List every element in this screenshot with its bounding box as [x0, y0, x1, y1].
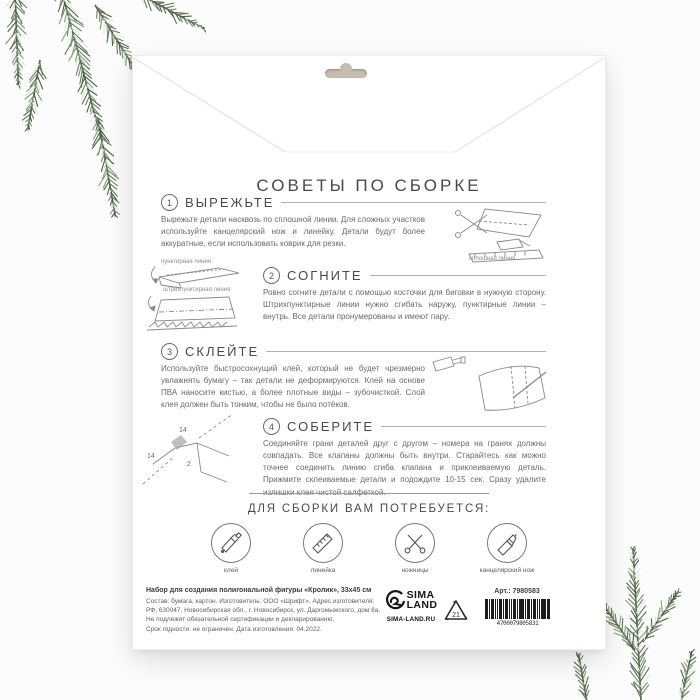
step-1-rule — [281, 202, 546, 203]
tool-label: ножницы — [401, 567, 429, 574]
dotted-line-caption: пунктирная линия — [161, 259, 212, 265]
product-title: Набор для создания полигональной фигуры «Кролик», 33х45 см — [146, 587, 372, 594]
tool-item-glue — [199, 523, 263, 576]
envelope-flap-creases — [133, 56, 605, 166]
step-4-rule — [381, 426, 546, 427]
tool-item-scissors — [383, 523, 447, 576]
barcode-digits: 4700079805831 — [496, 620, 539, 627]
tool-label: линейка — [310, 567, 336, 574]
utility-knife-icon — [487, 523, 527, 563]
step-2-title: СОГНИТЕ — [287, 268, 363, 283]
svg-text:14: 14 — [147, 453, 155, 460]
section-divider — [249, 493, 489, 494]
instruction-sheet — [132, 55, 606, 650]
svg-text:21: 21 — [452, 612, 460, 619]
step-2-text: Ровно согните детали с помощью косточки для биговки в нужную сторону. Штрихпунктирные линии нужно сгибать наружу, пунктирные линии – внутрь. Все детали пронумерованы и имеют пару. — [263, 288, 546, 322]
sima-land-logo — [381, 590, 441, 623]
brand-site: SIMA-LAND.RU — [386, 616, 436, 623]
tools-row — [133, 523, 605, 576]
gluing-illustration — [427, 354, 547, 418]
tools-heading: ДЛЯ СБОРКИ ВАМ ПОТРЕБУЕТСЯ: — [247, 503, 491, 515]
glue-icon — [211, 523, 251, 563]
step-3-text: Используйте быстросохнущий клей, который не будет чрезмерно увлажнять бумагу – так детали не деформируются. Клей на основе ПВА наносите кистью, а более плотные виды – зубочисткой. Слой клея должен быть тонким, чтобы не было потёков. — [161, 364, 425, 410]
scissors-icon — [395, 523, 435, 563]
brand-line2: LAND — [406, 599, 438, 611]
step-2-rule — [370, 275, 546, 276]
tool-item-utility-knife — [475, 523, 539, 576]
step-4-title: СОБЕРИТЕ — [287, 419, 375, 434]
step-2-number-badge: 2 — [263, 267, 280, 284]
page-title: СОВЕТЫ ПО СБОРКЕ — [256, 176, 482, 195]
step-1-title: ВЫРЕЖЬТЕ — [185, 195, 275, 210]
tool-label: канцелярский нож — [479, 567, 535, 574]
step-1-text: Вырежьте детали насквозь по сплошной линии. Для сложных участков используйте канцелярский нож и линейку. Детали будут более аккуратные, если использовать коврик для резки. — [161, 215, 425, 249]
tool-label: клей — [224, 567, 238, 574]
manufacturer-info — [146, 597, 381, 634]
swan-emblem-icon — [385, 590, 405, 612]
tool-item-ruler — [291, 523, 355, 576]
step-3-rule — [266, 351, 546, 352]
sku-label: Арт.: 7980583 — [494, 588, 540, 595]
info-line: Срок годности: не ограничен. Дата изготовления: 04.2022. — [146, 625, 322, 633]
svg-text:14: 14 — [179, 427, 187, 434]
step-4-text: Соединяйте грани деталей друг с другом – номера на гранях должны совпадать. Все клапаны должны быть внутри. Старайтесь как можно точнее соединить линию сгиба клапана и приклеиваемую деталь. Прижмите склеиваемые детали и подождите 10-15 сек. Сразу удалите — [263, 439, 546, 485]
solid-line-caption: сплошная линия — [469, 256, 516, 262]
svg-text:2: 2 — [187, 461, 191, 468]
euro-hang-slot — [325, 69, 367, 78]
step-4-header — [263, 418, 546, 435]
step-3-number-badge: 3 — [161, 343, 178, 360]
step-2-header — [263, 267, 546, 284]
ruler-icon — [303, 523, 343, 563]
fold-illustration-b — [145, 294, 241, 338]
dashdot-line-caption: штрихпунктирная линия — [163, 287, 231, 293]
assembly-illustration — [139, 408, 251, 492]
info-line: Не подлежит обязательной сертификации и декларированию. — [146, 616, 335, 624]
info-line: Состав: бумага, картон. Изготовитель: ООО «Шрифт». Адрес изготовителя: — [146, 598, 375, 605]
barcode — [485, 599, 550, 619]
info-line: РФ, 630047, Новосибирская обл., г. Новосибирск, ул. Даргомыжского, дом 8а. — [146, 607, 381, 615]
fold-illustration-a — [147, 263, 243, 289]
recycling-triangle-icon — [443, 598, 469, 624]
step-4-number-badge: 4 — [263, 418, 280, 435]
brand-line1: SIMA — [406, 589, 435, 602]
step-3-title: СКЛЕЙТЕ — [185, 344, 260, 359]
step-1-number-badge: 1 — [161, 194, 178, 211]
